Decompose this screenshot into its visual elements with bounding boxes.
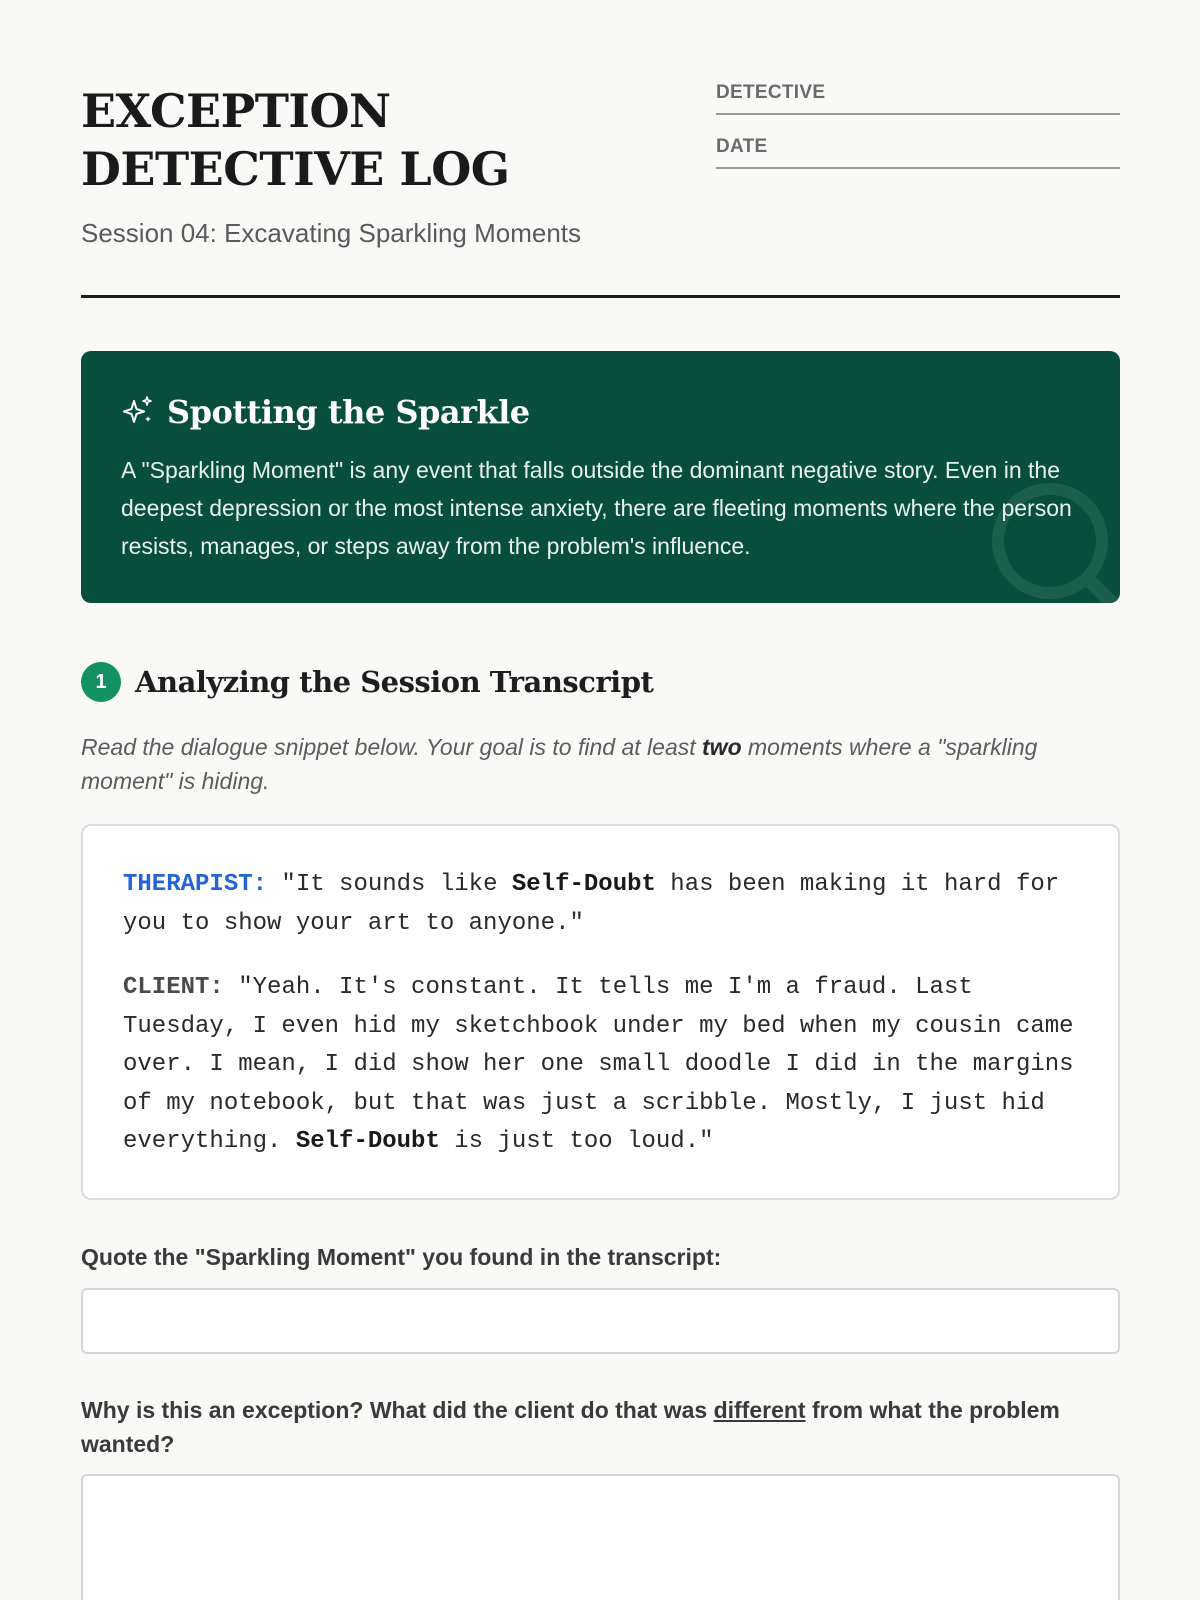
question-2-text: Why is this an exception? What did the client do that was — [81, 1397, 714, 1423]
section-1-header — [81, 662, 653, 702]
date-field[interactable] — [716, 132, 1120, 169]
client-text: "Yeah. It's constant. It tells me I'm a fraud. Last Tuesday, I even hid my sketchbook under my bed when my cousin came over. I mean, I did show her one small doodle I did in the margins of my notebook, but that was just a scribble. Mostly, I just hid everything. — [123, 974, 1074, 1155]
sparkle-info-card — [81, 351, 1120, 603]
therapist-speaker: THERAPIST: — [123, 871, 268, 898]
section-instructions — [81, 730, 1120, 798]
exception-explanation-textarea[interactable] — [81, 1474, 1120, 1600]
date-label: DATE — [716, 136, 768, 157]
meta-fields — [716, 78, 1120, 186]
therapist-line — [123, 866, 1078, 943]
client-line — [123, 969, 1078, 1162]
page-header — [81, 0, 1120, 298]
question-1-label: Quote the "Sparkling Moment" you found in the transcript: — [81, 1244, 722, 1270]
transcript-box — [81, 824, 1120, 1200]
client-emphasis: Self-Doubt — [295, 1128, 440, 1155]
sparkle-icon — [121, 395, 155, 429]
sparkle-card-title: Spotting the Sparkle — [167, 393, 530, 431]
sparkle-card-text: A "Sparkling Moment" is any event that falls outside the dominant negative story. Even in the deepest depression or the most intense anxiety, there are fleeting moments where the person resists, manages, or steps away from the problem's influence. — [121, 457, 1072, 559]
instructions-text-end: moments where a "sparkling moment" is hiding. — [81, 734, 1038, 794]
sparkling-moment-input[interactable] — [81, 1288, 1120, 1354]
question-2-label — [81, 1393, 1120, 1461]
therapist-text: "It sounds like — [267, 871, 512, 898]
page-title: EXCEPTION DETECTIVE LOG — [81, 84, 510, 196]
client-text-end: is just too loud." — [439, 1128, 714, 1155]
page-subtitle: Session 04: Excavating Sparkling Moments — [81, 218, 582, 248]
question-2-text-end: from what the problem wanted? — [81, 1397, 1060, 1457]
sparkle-card-header — [121, 393, 530, 431]
therapist-emphasis: Self-Doubt — [511, 871, 656, 898]
client-speaker: CLIENT: — [123, 974, 224, 1001]
detective-field[interactable] — [716, 78, 1120, 115]
therapist-text-end: has been making it hard for you to show your art to anyone." — [123, 871, 1060, 937]
instructions-text: Read the dialogue snippet below. Your goal is to find at least — [81, 734, 703, 760]
detective-label: DETECTIVE — [716, 82, 826, 103]
question-2-emphasis: different — [713, 1397, 806, 1423]
step-number-badge: 1 — [81, 662, 121, 702]
instructions-emphasis: two — [702, 734, 742, 760]
worksheet-page — [81, 0, 1120, 1457]
section-title: Analyzing the Session Transcript — [135, 665, 654, 699]
